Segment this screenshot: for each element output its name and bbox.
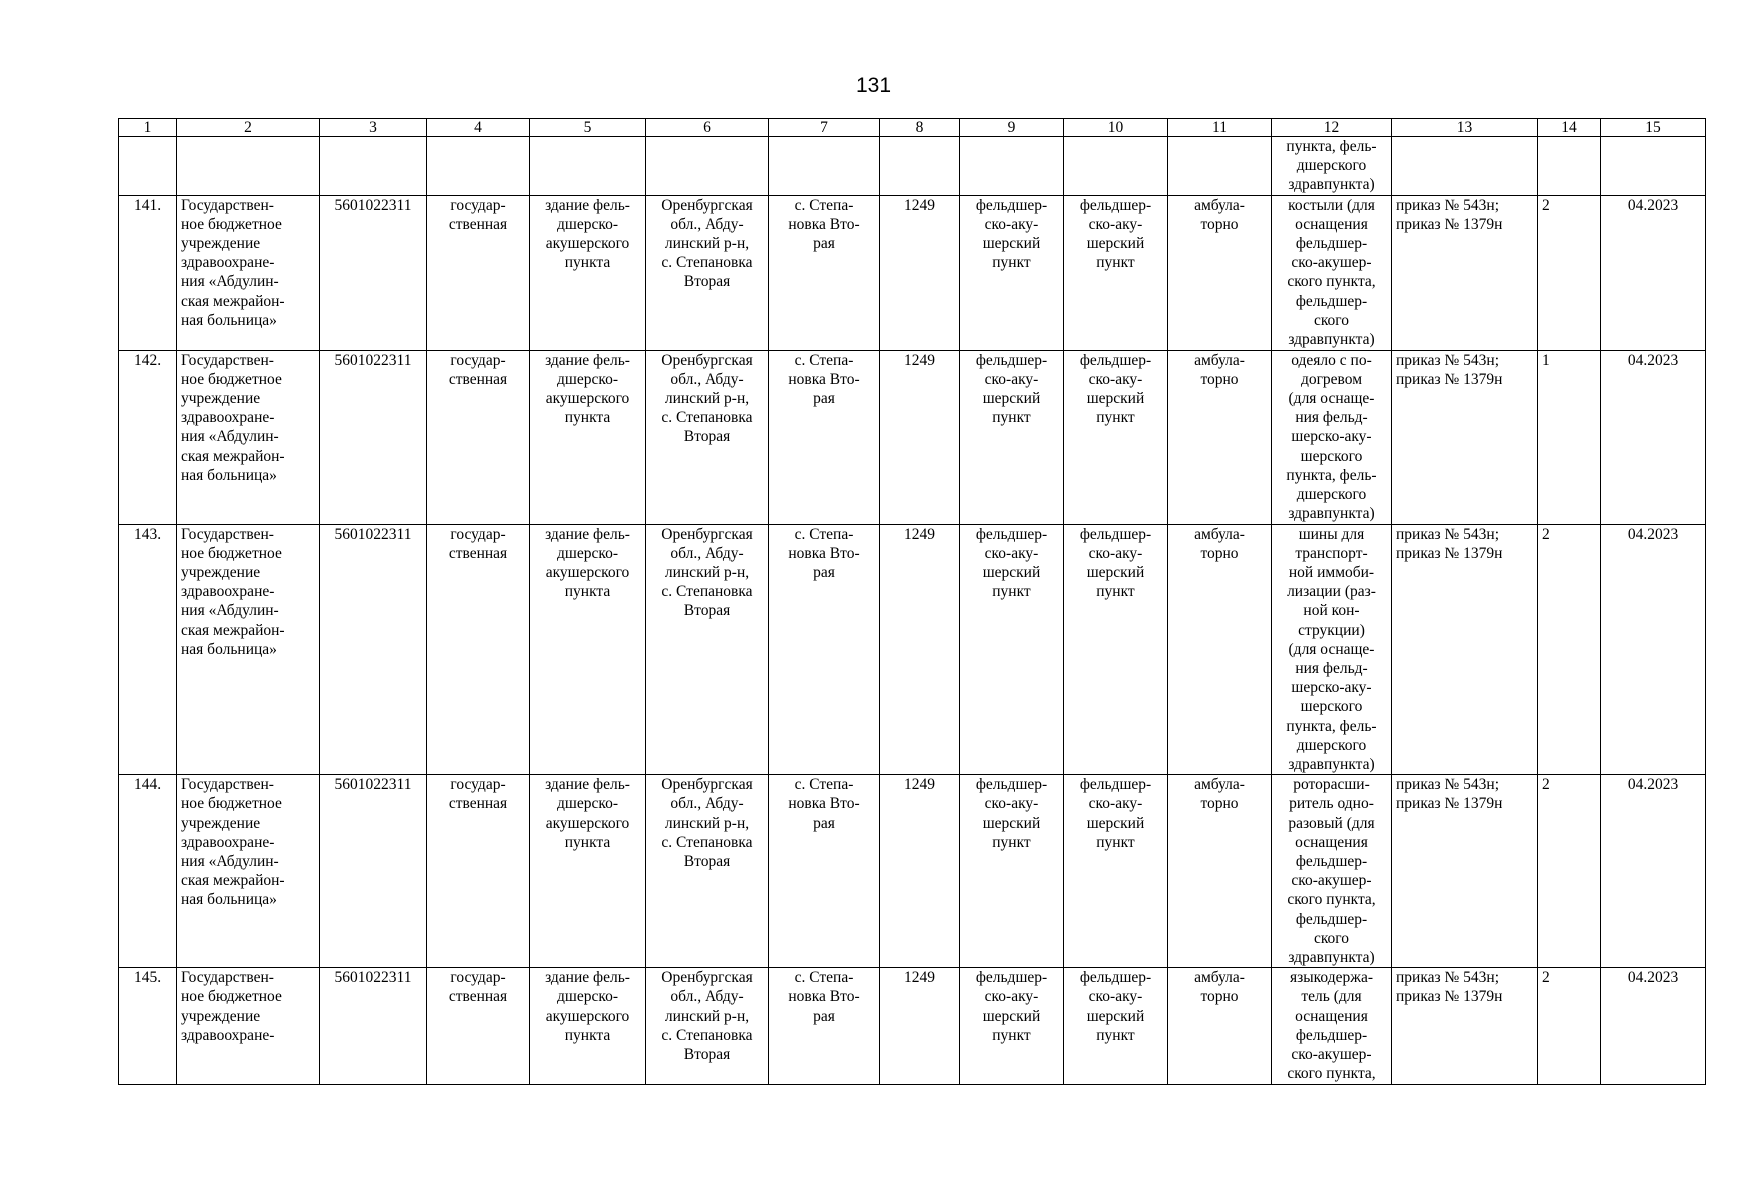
column-number-row [119, 119, 1706, 137]
care-mode-cell: амбула- торно [1168, 524, 1272, 775]
quantity-cell: 2 [1538, 968, 1601, 1085]
quantity-cell: 1 [1538, 350, 1601, 524]
row-number: 143. [119, 524, 177, 775]
date-cell: 04.2023 [1601, 968, 1706, 1085]
care-mode-cell: амбула- торно [1168, 350, 1272, 524]
equipment-cell: языкодержа- тель (для оснащения фельдшер- ско-акушер- ского пункта, [1272, 968, 1392, 1085]
table-row [119, 968, 1706, 1085]
facility-type-cell: фельдшер- ско-аку- шерский пункт [1064, 524, 1168, 775]
building-cell: здание фель- дшерско- акушерского пункта [530, 524, 646, 775]
organization-cell: Государствен- ное бюджетное учреждение здравоохране- ния «Абдулин- ская межрайон- ная больница» [177, 195, 320, 350]
date-cell: 04.2023 [1601, 524, 1706, 775]
quantity-cell: 2 [1538, 524, 1601, 775]
facility-type-cell: фельдшер- ско-аку- шерский пункт [960, 968, 1064, 1085]
row-number: 145. [119, 968, 177, 1085]
organization-cell: Государствен- ное бюджетное учреждение здравоохране- ния «Абдулин- ская межрайон- ная больница» [177, 524, 320, 775]
column-header: 11 [1168, 119, 1272, 137]
order-cell: приказ № 543н; приказ № 1379н [1392, 968, 1538, 1085]
table-row [119, 775, 1706, 968]
settlement-cell: с. Степа- новка Вто- рая [769, 524, 880, 775]
equipment-cell: роторасши- ритель одно- разовый (для оснащения фельдшер- ско-акушер- ского пункта, фельдшер- ского здравпункта) [1272, 775, 1392, 968]
equipment-cell: одеяло с по- догревом (для оснаще- ния фельд- шерско-аку- шерского пункта, фель- дшерского здравпункта) [1272, 350, 1392, 524]
equipment-cell: костыли (для оснащения фельдшер- ско-акушер- ского пункта, фельдшер- ского здравпункта) [1272, 195, 1392, 350]
settlement-cell: с. Степа- новка Вто- рая [769, 350, 880, 524]
facility-type-cell: фельдшер- ско-аку- шерский пункт [960, 524, 1064, 775]
facility-type-cell: фельдшер- ско-аку- шерский пункт [960, 195, 1064, 350]
inn-cell: 5601022311 [320, 775, 427, 968]
ownership-cell: государ- ственная [427, 195, 530, 350]
care-mode-cell: амбула- торно [1168, 195, 1272, 350]
column-header: 5 [530, 119, 646, 137]
row-number: 144. [119, 775, 177, 968]
building-cell: здание фель- дшерско- акушерского пункта [530, 968, 646, 1085]
code-cell: 1249 [880, 524, 960, 775]
ownership-cell: государ- ственная [427, 775, 530, 968]
organization-cell: Государствен- ное бюджетное учреждение здравоохране- [177, 968, 320, 1085]
inn-cell: 5601022311 [320, 968, 427, 1085]
care-mode-cell: амбула- торно [1168, 968, 1272, 1085]
address-cell: Оренбургская обл., Абду- линский р-н, с. Степановка Вторая [646, 350, 769, 524]
code-cell: 1249 [880, 350, 960, 524]
organization-cell: Государствен- ное бюджетное учреждение здравоохране- ния «Абдулин- ская межрайон- ная больница» [177, 775, 320, 968]
column-header: 12 [1272, 119, 1392, 137]
column-header: 4 [427, 119, 530, 137]
page-number: 131 [855, 74, 892, 97]
inn-cell: 5601022311 [320, 524, 427, 775]
address-cell: Оренбургская обл., Абду- линский р-н, с. Степановка Вторая [646, 524, 769, 775]
building-cell: здание фель- дшерско- акушерского пункта [530, 195, 646, 350]
quantity-cell: 2 [1538, 195, 1601, 350]
column-header: 3 [320, 119, 427, 137]
building-cell: здание фель- дшерско- акушерского пункта [530, 775, 646, 968]
ownership-cell: государ- ственная [427, 524, 530, 775]
equipment-cell: шины для транспорт- ной иммоби- лизации (раз- ной кон- струкции) (для оснаще- ния фельд- шерско-аку- шерского пункта, фель- дшерского здравпункта) [1272, 524, 1392, 775]
order-cell: приказ № 543н; приказ № 1379н [1392, 524, 1538, 775]
carry-over-row [119, 137, 1706, 196]
inn-cell: 5601022311 [320, 195, 427, 350]
ownership-cell: государ- ственная [427, 350, 530, 524]
ownership-cell: государ- ственная [427, 968, 530, 1085]
column-header: 15 [1601, 119, 1706, 137]
table-row [119, 350, 1706, 524]
address-cell: Оренбургская обл., Абду- линский р-н, с. Степановка Вторая [646, 968, 769, 1085]
facility-type-cell: фельдшер- ско-аку- шерский пункт [1064, 775, 1168, 968]
date-cell: 04.2023 [1601, 775, 1706, 968]
equipment-table [118, 118, 1706, 1085]
column-header: 8 [880, 119, 960, 137]
facility-type-cell: фельдшер- ско-аку- шерский пункт [1064, 195, 1168, 350]
row-number: 141. [119, 195, 177, 350]
column-header: 13 [1392, 119, 1538, 137]
care-mode-cell: амбула- торно [1168, 775, 1272, 968]
equipment-cell: пункта, фель- дшерского здравпункта) [1272, 137, 1392, 196]
settlement-cell: с. Степа- новка Вто- рая [769, 775, 880, 968]
organization-cell: Государствен- ное бюджетное учреждение здравоохране- ния «Абдулин- ская межрайон- ная больница» [177, 350, 320, 524]
facility-type-cell: фельдшер- ско-аку- шерский пункт [1064, 968, 1168, 1085]
code-cell: 1249 [880, 968, 960, 1085]
code-cell: 1249 [880, 775, 960, 968]
address-cell: Оренбургская обл., Абду- линский р-н, с. Степановка Вторая [646, 775, 769, 968]
column-header: 10 [1064, 119, 1168, 137]
facility-type-cell: фельдшер- ско-аку- шерский пункт [960, 350, 1064, 524]
column-header: 2 [177, 119, 320, 137]
building-cell: здание фель- дшерско- акушерского пункта [530, 350, 646, 524]
inn-cell: 5601022311 [320, 350, 427, 524]
table-row [119, 524, 1706, 775]
column-header: 7 [769, 119, 880, 137]
facility-type-cell: фельдшер- ско-аку- шерский пункт [960, 775, 1064, 968]
date-cell: 04.2023 [1601, 350, 1706, 524]
settlement-cell: с. Степа- новка Вто- рая [769, 195, 880, 350]
column-header: 1 [119, 119, 177, 137]
column-header: 14 [1538, 119, 1601, 137]
code-cell: 1249 [880, 195, 960, 350]
settlement-cell: с. Степа- новка Вто- рая [769, 968, 880, 1085]
order-cell: приказ № 543н; приказ № 1379н [1392, 775, 1538, 968]
address-cell: Оренбургская обл., Абду- линский р-н, с. Степановка Вторая [646, 195, 769, 350]
column-header: 9 [960, 119, 1064, 137]
row-number: 142. [119, 350, 177, 524]
facility-type-cell: фельдшер- ско-аку- шерский пункт [1064, 350, 1168, 524]
order-cell: приказ № 543н; приказ № 1379н [1392, 195, 1538, 350]
date-cell: 04.2023 [1601, 195, 1706, 350]
order-cell: приказ № 543н; приказ № 1379н [1392, 350, 1538, 524]
quantity-cell: 2 [1538, 775, 1601, 968]
column-header: 6 [646, 119, 769, 137]
table-row [119, 195, 1706, 350]
